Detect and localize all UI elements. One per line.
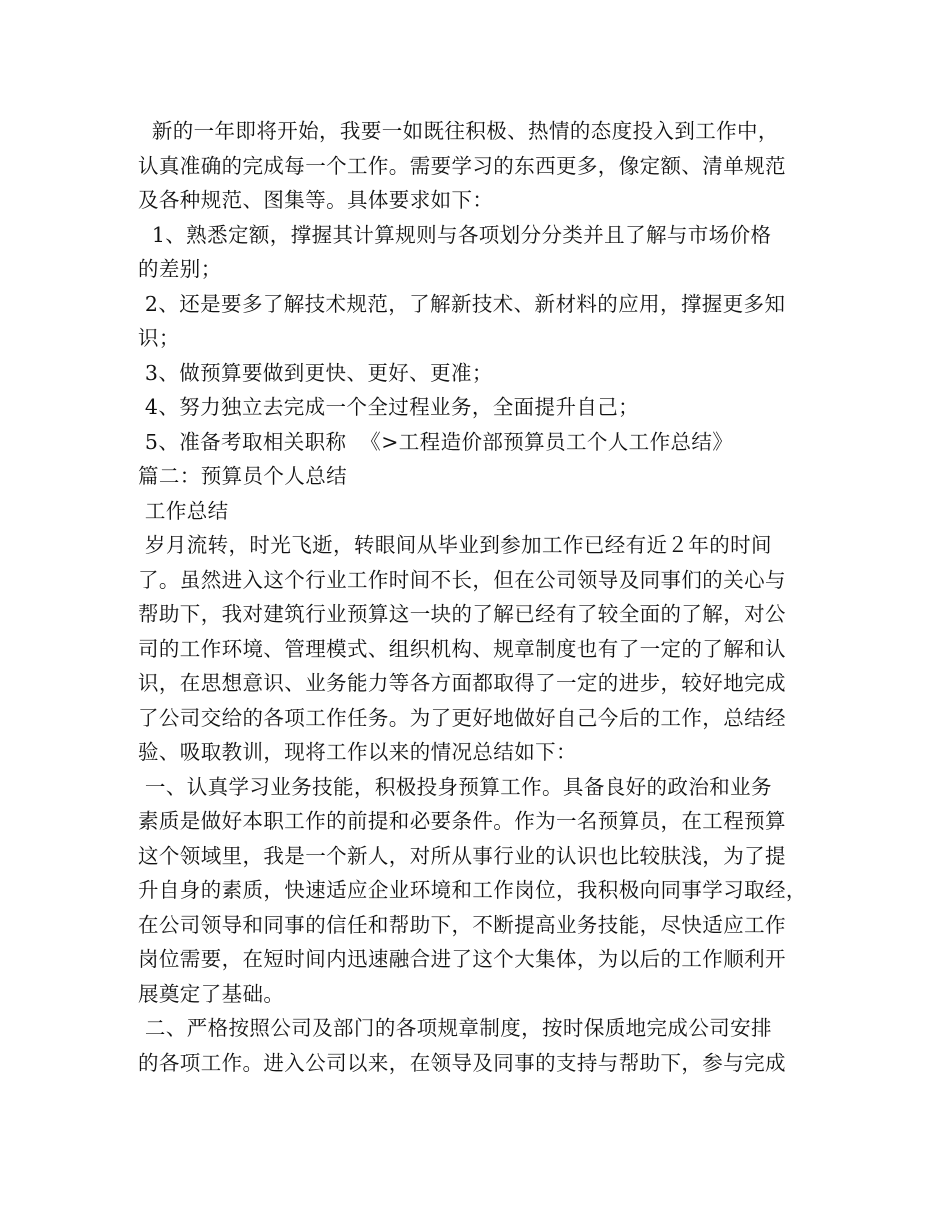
text-line: 升自身的素质，快速适应企业环境和工作岗位，我积极向同事学习取经， [138,878,807,902]
text-line: 岁月流转，时光飞逝，转眼间从毕业到参加工作已经有近２年的时间 [138,533,772,557]
text-line: 展奠定了基础。 [138,981,285,1006]
section-heading: 篇二：预算员个人总结 [138,464,347,488]
subheading: 工作总结 [138,498,229,523]
text-line: 新的一年即将开始，我要一如既往积极、热情的态度投入到工作中， [138,119,779,143]
text-line: 帮助下，我对建筑行业预算这一块的了解已经有了较全面的了解，对公 [138,602,786,626]
text-line: 了。虽然进入这个行业工作时间不长，但在公司领导及同事们的关心与 [138,567,786,592]
text-line: 认真准确的完成每一个工作。需要学习的东西更多，像定额、清单规范 [138,153,786,178]
text-line: 在公司领导和同事的信任和帮助下，不断提高业务技能，尽快适应工作 [138,912,786,937]
text-line: 素质是做好本职工作的前提和必要条件。作为一名预算员，在工程预算 [138,809,786,833]
text-line: 的差别； [138,257,222,281]
text-line: 1、熟悉定额，撑握其计算规则与各项划分分类并且了解与市场价格 [138,222,772,247]
text-line: 4、努力独立去完成一个全过程业务，全面提升自己； [138,395,640,419]
text-line: 及各种规范、图集等。具体要求如下： [138,188,494,212]
text-line: 2、还是要多了解技术规范，了解新技术、新材料的应用，撑握更多知 [138,291,786,316]
text-line: 这个领域里，我是一个新人，对所从事行业的认识也比较肤浅，为了提 [138,843,786,868]
text-line: 一、认真学习业务技能，积极投身预算工作。具备良好的政治和业务 [138,774,772,799]
text-line: 岗位需要，在短时间内迅速融合进了这个大集体，为以后的工作顺利开 [138,947,786,971]
text-line: 识； [138,326,180,350]
text-line: 识，在思想意识、业务能力等各方面都取得了一定的进步，较好地完成 [138,671,786,695]
text-line: 了公司交给的各项工作任务。为了更好地做好自己今后的工作，总结经 [138,705,786,730]
document-body [138,114,828,1080]
text-line: 司的工作环境、管理模式、组织机构、规章制度也有了一定的了解和认 [138,636,786,661]
text-line: 验、吸取教训，现将工作以来的情况总结如下： [138,740,577,764]
text-line: 3、做预算要做到更快、更好、更准； [138,360,493,385]
text-line: 的各项工作。进入公司以来，在领导及同事的支持与帮助下，参与完成 [138,1050,786,1075]
text-line: 5、准备考取相关职称 《>工程造价部预算员工个人工作总结》 [138,429,734,454]
text-line: 二、严格按照公司及部门的各项规章制度，按时保质地完成公司安排 [138,1016,772,1040]
